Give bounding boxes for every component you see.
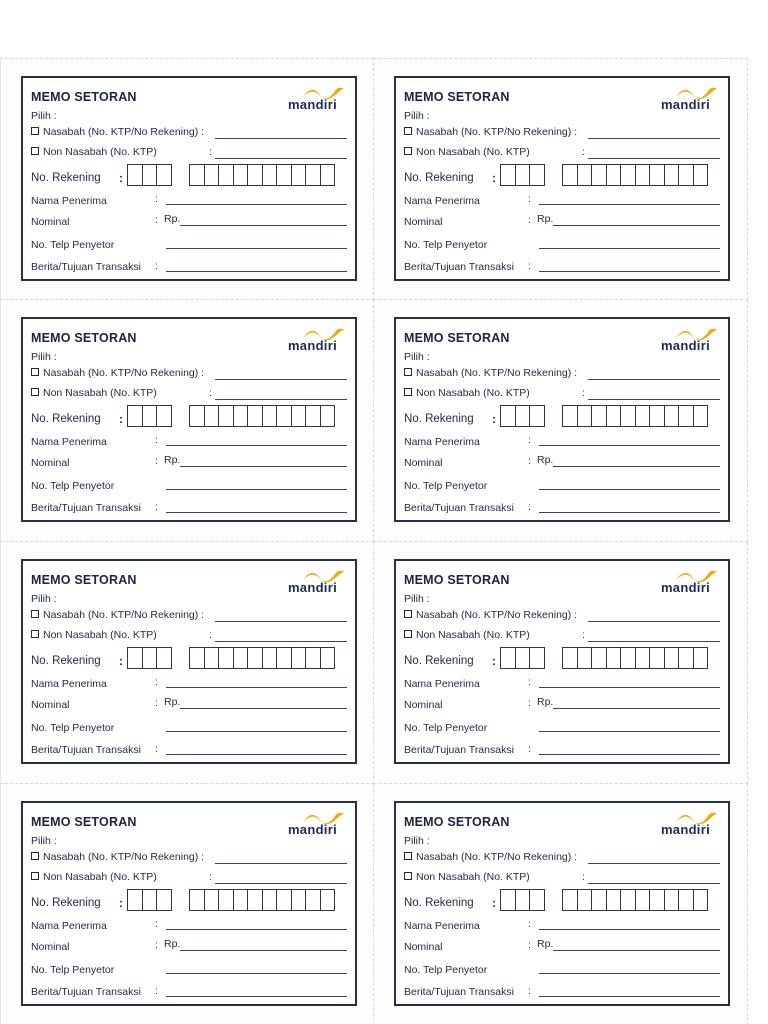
penerima-field[interactable]: [539, 687, 720, 688]
pilih-label: Pilih :: [404, 351, 430, 363]
nominal-colon: :: [528, 214, 531, 226]
non-nasabah-option[interactable]: [31, 387, 157, 399]
nasabah-field[interactable]: [215, 621, 347, 622]
nasabah-label: Nasabah (No. KTP/No Rekening) :: [43, 851, 205, 863]
telp-field[interactable]: [166, 248, 347, 249]
pilih-label: Pilih :: [404, 593, 430, 605]
non-nasabah-field[interactable]: [588, 641, 720, 642]
mandiri-logo: [638, 326, 718, 354]
berita-colon: :: [155, 260, 158, 272]
nominal-field[interactable]: [553, 950, 720, 951]
memo-slot: [374, 58, 748, 300]
rekening-branch-boxes[interactable]: [500, 889, 544, 911]
rekening-number-boxes[interactable]: [189, 889, 334, 911]
nasabah-checkbox[interactable]: [31, 368, 39, 376]
non-nasabah-option[interactable]: [404, 629, 530, 641]
nominal-field[interactable]: [553, 225, 720, 226]
nominal-field[interactable]: [180, 466, 347, 467]
nasabah-checkbox[interactable]: [31, 610, 39, 618]
mandiri-logo: [265, 568, 345, 596]
nasabah-label: Nasabah (No. KTP/No Rekening) :: [43, 609, 205, 621]
mandiri-logo: [265, 810, 345, 838]
penerima-colon: :: [528, 676, 531, 688]
penerima-colon: :: [155, 918, 158, 930]
non-nasabah-colon: :: [209, 871, 212, 883]
berita-label: Berita/Tujuan Transaksi: [404, 744, 514, 756]
berita-field[interactable]: [166, 271, 347, 272]
non-nasabah-field[interactable]: [215, 158, 347, 159]
memo-title: MEMO SETORAN: [31, 331, 137, 345]
berita-field[interactable]: [166, 754, 347, 755]
telp-label: No. Telp Penyetor: [404, 964, 488, 976]
rekening-branch-boxes[interactable]: [500, 647, 544, 669]
rekening-number-boxes[interactable]: [562, 647, 707, 669]
telp-field[interactable]: [539, 248, 720, 249]
non-nasabah-checkbox[interactable]: [404, 630, 412, 638]
non-nasabah-option[interactable]: [31, 629, 157, 641]
nominal-field[interactable]: [180, 708, 347, 709]
telp-label: No. Telp Penyetor: [404, 480, 488, 492]
rekening-branch-boxes[interactable]: [127, 889, 171, 911]
non-nasabah-label: Non Nasabah (No. KTP): [43, 629, 157, 641]
nasabah-option[interactable]: [31, 851, 204, 863]
memo-setoran-form: [394, 76, 730, 281]
penerima-label: Nama Penerima: [31, 436, 107, 448]
rekening-colon: :: [119, 171, 123, 185]
memo-setoran-form: [21, 76, 357, 281]
pilih-label: Pilih :: [404, 110, 430, 122]
rp-label: Rp.: [537, 696, 554, 708]
telp-field[interactable]: [539, 731, 720, 732]
nasabah-label: Nasabah (No. KTP/No Rekening) :: [416, 851, 578, 863]
mandiri-logo-text: mandiri: [287, 580, 337, 595]
non-nasabah-label: Non Nasabah (No. KTP): [43, 871, 157, 883]
rekening-number-boxes[interactable]: [562, 405, 707, 427]
non-nasabah-checkbox[interactable]: [404, 388, 412, 396]
nominal-colon: :: [155, 939, 158, 951]
non-nasabah-field[interactable]: [215, 641, 347, 642]
mandiri-logo-text: mandiri: [287, 338, 337, 353]
nominal-colon: :: [155, 697, 158, 709]
penerima-label: Nama Penerima: [404, 195, 480, 207]
rekening-label: No. Rekening: [404, 897, 474, 909]
non-nasabah-colon: :: [582, 387, 585, 399]
nominal-colon: :: [528, 697, 531, 709]
rekening-label: No. Rekening: [31, 413, 101, 425]
nominal-label: Nominal: [31, 699, 70, 711]
rekening-label: No. Rekening: [404, 172, 474, 184]
rekening-label: No. Rekening: [31, 897, 101, 909]
nominal-field[interactable]: [180, 225, 347, 226]
nasabah-option[interactable]: [404, 126, 577, 138]
pilih-label: Pilih :: [31, 593, 57, 605]
rp-label: Rp.: [164, 213, 181, 225]
nominal-colon: :: [155, 455, 158, 467]
rekening-branch-boxes[interactable]: [127, 647, 171, 669]
rekening-colon: :: [492, 171, 496, 185]
nasabah-option[interactable]: [404, 367, 577, 379]
berita-colon: :: [155, 501, 158, 513]
penerima-label: Nama Penerima: [31, 678, 107, 690]
penerima-label: Nama Penerima: [404, 436, 480, 448]
pilih-label: Pilih :: [404, 835, 430, 847]
nasabah-option[interactable]: [31, 367, 204, 379]
non-nasabah-option[interactable]: [404, 387, 530, 399]
telp-label: No. Telp Penyetor: [404, 722, 488, 734]
penerima-field[interactable]: [166, 445, 347, 446]
nasabah-option[interactable]: [404, 609, 577, 621]
non-nasabah-label: Non Nasabah (No. KTP): [43, 387, 157, 399]
rp-label: Rp.: [164, 938, 181, 950]
berita-field[interactable]: [539, 754, 720, 755]
memo-slot: [0, 542, 374, 784]
rekening-number-boxes[interactable]: [189, 647, 334, 669]
nasabah-label: Nasabah (No. KTP/No Rekening) :: [43, 367, 205, 379]
berita-label: Berita/Tujuan Transaksi: [404, 261, 514, 273]
memo-slot: [374, 784, 748, 1024]
mandiri-logo: [638, 810, 718, 838]
non-nasabah-checkbox[interactable]: [31, 872, 39, 880]
penerima-field[interactable]: [166, 204, 347, 205]
nasabah-label: Nasabah (No. KTP/No Rekening) :: [416, 126, 578, 138]
rekening-label: No. Rekening: [31, 172, 101, 184]
nasabah-field[interactable]: [215, 379, 347, 380]
rp-label: Rp.: [164, 696, 181, 708]
rekening-branch-boxes[interactable]: [127, 405, 171, 427]
nominal-colon: :: [155, 214, 158, 226]
non-nasabah-field[interactable]: [588, 883, 720, 884]
non-nasabah-option[interactable]: [31, 871, 157, 883]
memo-setoran-form: [394, 801, 730, 1006]
nominal-label: Nominal: [404, 216, 443, 228]
rekening-number-boxes[interactable]: [189, 405, 334, 427]
berita-colon: :: [528, 260, 531, 272]
nasabah-field[interactable]: [588, 138, 720, 139]
berita-label: Berita/Tujuan Transaksi: [31, 986, 141, 998]
nasabah-checkbox[interactable]: [404, 610, 412, 618]
mandiri-logo-text: mandiri: [287, 822, 337, 837]
mandiri-logo-text: mandiri: [660, 822, 710, 837]
memo-setoran-form: [21, 801, 357, 1006]
memo-sheet: [0, 58, 748, 1024]
non-nasabah-option[interactable]: [404, 146, 530, 158]
rekening-colon: :: [492, 896, 496, 910]
telp-field[interactable]: [539, 973, 720, 974]
nasabah-label: Nasabah (No. KTP/No Rekening) :: [416, 609, 578, 621]
mandiri-logo: [265, 85, 345, 113]
non-nasabah-field[interactable]: [215, 883, 347, 884]
berita-label: Berita/Tujuan Transaksi: [31, 744, 141, 756]
memo-setoran-form: [21, 559, 357, 764]
non-nasabah-colon: :: [209, 629, 212, 641]
rekening-number-boxes[interactable]: [562, 164, 707, 186]
rekening-branch-boxes[interactable]: [127, 164, 171, 186]
non-nasabah-colon: :: [582, 871, 585, 883]
rekening-colon: :: [492, 412, 496, 426]
nominal-label: Nominal: [404, 457, 443, 469]
rekening-number-boxes[interactable]: [562, 889, 707, 911]
non-nasabah-option[interactable]: [404, 871, 530, 883]
mandiri-logo: [638, 85, 718, 113]
berita-field[interactable]: [539, 996, 720, 997]
memo-slot: [0, 784, 374, 1024]
nasabah-field[interactable]: [215, 138, 347, 139]
nominal-field[interactable]: [180, 950, 347, 951]
nasabah-checkbox[interactable]: [31, 127, 39, 135]
nasabah-field[interactable]: [588, 863, 720, 864]
rp-label: Rp.: [537, 454, 554, 466]
non-nasabah-field[interactable]: [588, 399, 720, 400]
penerima-field[interactable]: [539, 204, 720, 205]
berita-colon: :: [155, 985, 158, 997]
penerima-field[interactable]: [539, 929, 720, 930]
nasabah-checkbox[interactable]: [404, 852, 412, 860]
rekening-label: No. Rekening: [31, 655, 101, 667]
non-nasabah-colon: :: [582, 146, 585, 158]
non-nasabah-checkbox[interactable]: [31, 630, 39, 638]
nasabah-checkbox[interactable]: [404, 127, 412, 135]
memo-slot: [0, 58, 374, 300]
telp-field[interactable]: [539, 489, 720, 490]
memo-slot: [374, 542, 748, 784]
mandiri-logo-text: mandiri: [660, 97, 710, 112]
telp-label: No. Telp Penyetor: [31, 480, 115, 492]
nasabah-option[interactable]: [31, 609, 204, 621]
telp-field[interactable]: [166, 731, 347, 732]
memo-title: MEMO SETORAN: [404, 815, 510, 829]
rekening-label: No. Rekening: [404, 655, 474, 667]
berita-field[interactable]: [539, 271, 720, 272]
memo-setoran-form: [394, 317, 730, 522]
rekening-label: No. Rekening: [404, 413, 474, 425]
berita-colon: :: [155, 743, 158, 755]
nasabah-label: Nasabah (No. KTP/No Rekening) :: [416, 367, 578, 379]
non-nasabah-label: Non Nasabah (No. KTP): [416, 871, 530, 883]
non-nasabah-label: Non Nasabah (No. KTP): [416, 146, 530, 158]
berita-field[interactable]: [166, 996, 347, 997]
penerima-label: Nama Penerima: [31, 195, 107, 207]
nasabah-field[interactable]: [215, 863, 347, 864]
berita-label: Berita/Tujuan Transaksi: [31, 261, 141, 273]
non-nasabah-field[interactable]: [215, 399, 347, 400]
nasabah-checkbox[interactable]: [31, 852, 39, 860]
rp-label: Rp.: [537, 938, 554, 950]
memo-slot: [374, 300, 748, 542]
non-nasabah-checkbox[interactable]: [31, 147, 39, 155]
berita-colon: :: [528, 501, 531, 513]
berita-label: Berita/Tujuan Transaksi: [31, 502, 141, 514]
penerima-colon: :: [528, 918, 531, 930]
rp-label: Rp.: [164, 454, 181, 466]
nominal-colon: :: [528, 455, 531, 467]
berita-field[interactable]: [166, 512, 347, 513]
memo-title: MEMO SETORAN: [404, 90, 510, 104]
nominal-label: Nominal: [404, 699, 443, 711]
telp-label: No. Telp Penyetor: [404, 239, 488, 251]
nominal-label: Nominal: [31, 216, 70, 228]
telp-field[interactable]: [166, 489, 347, 490]
penerima-label: Nama Penerima: [31, 920, 107, 932]
telp-label: No. Telp Penyetor: [31, 964, 115, 976]
memo-slot: [0, 300, 374, 542]
nominal-label: Nominal: [31, 457, 70, 469]
pilih-label: Pilih :: [31, 351, 57, 363]
nominal-colon: :: [528, 939, 531, 951]
penerima-label: Nama Penerima: [404, 920, 480, 932]
memo-title: MEMO SETORAN: [31, 90, 137, 104]
nasabah-option[interactable]: [404, 851, 577, 863]
mandiri-logo: [638, 568, 718, 596]
memo-title: MEMO SETORAN: [404, 331, 510, 345]
non-nasabah-label: Non Nasabah (No. KTP): [416, 629, 530, 641]
rp-label: Rp.: [537, 213, 554, 225]
nasabah-checkbox[interactable]: [404, 368, 412, 376]
non-nasabah-colon: :: [582, 629, 585, 641]
memo-setoran-form: [394, 559, 730, 764]
berita-label: Berita/Tujuan Transaksi: [404, 502, 514, 514]
penerima-field[interactable]: [539, 445, 720, 446]
memo-title: MEMO SETORAN: [404, 573, 510, 587]
memo-title: MEMO SETORAN: [31, 815, 137, 829]
rekening-colon: :: [119, 896, 123, 910]
nasabah-label: Nasabah (No. KTP/No Rekening) :: [43, 126, 205, 138]
telp-label: No. Telp Penyetor: [31, 722, 115, 734]
non-nasabah-label: Non Nasabah (No. KTP): [416, 387, 530, 399]
memo-setoran-form: [21, 317, 357, 522]
non-nasabah-option[interactable]: [31, 146, 157, 158]
penerima-colon: :: [528, 193, 531, 205]
pilih-label: Pilih :: [31, 835, 57, 847]
penerima-field[interactable]: [166, 929, 347, 930]
rekening-branch-boxes[interactable]: [500, 164, 544, 186]
berita-field[interactable]: [539, 512, 720, 513]
nominal-field[interactable]: [553, 708, 720, 709]
penerima-colon: :: [155, 676, 158, 688]
nominal-field[interactable]: [553, 466, 720, 467]
nasabah-field[interactable]: [588, 379, 720, 380]
penerima-colon: :: [155, 434, 158, 446]
rekening-number-boxes[interactable]: [189, 164, 334, 186]
telp-label: No. Telp Penyetor: [31, 239, 115, 251]
non-nasabah-colon: :: [209, 387, 212, 399]
rekening-colon: :: [119, 412, 123, 426]
non-nasabah-colon: :: [209, 146, 212, 158]
mandiri-logo-text: mandiri: [660, 580, 710, 595]
nominal-label: Nominal: [404, 941, 443, 953]
non-nasabah-field[interactable]: [588, 158, 720, 159]
nasabah-field[interactable]: [588, 621, 720, 622]
penerima-colon: :: [528, 434, 531, 446]
pilih-label: Pilih :: [31, 110, 57, 122]
penerima-colon: :: [155, 193, 158, 205]
memo-title: MEMO SETORAN: [31, 573, 137, 587]
nominal-label: Nominal: [31, 941, 70, 953]
berita-colon: :: [528, 743, 531, 755]
berita-label: Berita/Tujuan Transaksi: [404, 986, 514, 998]
non-nasabah-checkbox[interactable]: [404, 147, 412, 155]
mandiri-logo-text: mandiri: [660, 338, 710, 353]
rekening-colon: :: [119, 654, 123, 668]
non-nasabah-checkbox[interactable]: [31, 388, 39, 396]
rekening-colon: :: [492, 654, 496, 668]
penerima-field[interactable]: [166, 687, 347, 688]
nasabah-option[interactable]: [31, 126, 204, 138]
berita-colon: :: [528, 985, 531, 997]
non-nasabah-checkbox[interactable]: [404, 872, 412, 880]
mandiri-logo-text: mandiri: [287, 97, 337, 112]
rekening-branch-boxes[interactable]: [500, 405, 544, 427]
telp-field[interactable]: [166, 973, 347, 974]
non-nasabah-label: Non Nasabah (No. KTP): [43, 146, 157, 158]
mandiri-logo: [265, 326, 345, 354]
penerima-label: Nama Penerima: [404, 678, 480, 690]
